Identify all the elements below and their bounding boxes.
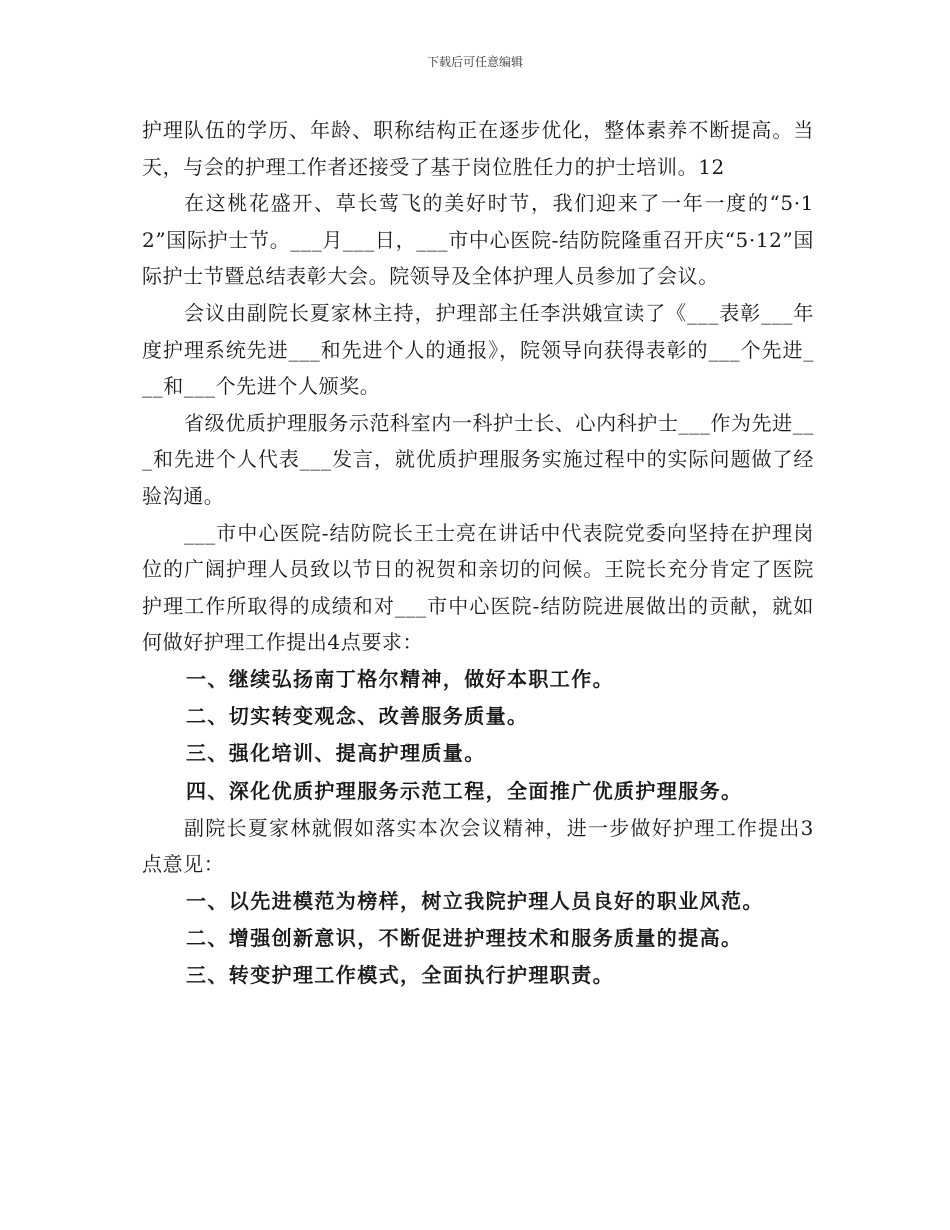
document-body <box>142 112 814 995</box>
paragraph-6: 副院长夏家林就假如落实本次会议精神，进一步做好护理工作提出3点意见： <box>142 815 814 877</box>
paragraph-3: 会议由副院长夏家林主持，护理部主任李洪娥宣读了《___表彰___年度护理系统先进___和先进个人的通报》，院领导向获得表彰的___个先进___和___个先进个人颁奖。 <box>142 300 814 399</box>
paragraph-5: ___市中心医院-结防院长王士亮在讲话中代表院党委向坚持在护理岗位的广阔护理人员致以节日的祝贺和亲切的问候。王院长充分肯定了医院护理工作所取得的成绩和对___市中心医院-结防院进展做出的贡献，就如何做好护理工作提出4点要求： <box>142 520 814 655</box>
paragraph-2: 在这桃花盛开、草长莺飞的美好时节，我们迎来了一年一度的“5·12”国际护士节。___月___日，___市中心医院-结防院隆重召开庆“5·12”国际护士节暨总结表彰大会。院领导及全体护理人员参加了会议。 <box>142 191 814 289</box>
opinion-1: 一、以先进模范为榜样，树立我院护理人员良好的职业风范。 <box>186 888 764 913</box>
opinion-3: 三、转变护理工作模式，全面执行护理职责。 <box>186 963 614 988</box>
page-header: 下载后可任意编辑 <box>426 55 523 69</box>
requirement-1: 一、继续弘扬南丁格尔精神，做好本职工作。 <box>186 666 614 691</box>
requirement-3: 三、强化培训、提高护理质量。 <box>186 741 486 766</box>
requirement-4: 四、深化优质护理服务示范工程，全面推广优质护理服务。 <box>186 778 743 803</box>
requirement-2: 二、切实转变观念、改善服务质量。 <box>186 704 529 729</box>
paragraph-1: 护理队伍的学历、年龄、职称结构正在逐步优化，整体素养不断提高。当天，与会的护理工作者还接受了基于岗位胜任力的护士培训。12 <box>142 118 814 179</box>
paragraph-4: 省级优质护理服务示范科室内一科护士长、心内科护士___作为先进___和先进个人代表___发言，就优质护理服务实施过程中的实际问题做了经验沟通。 <box>142 410 814 508</box>
opinion-2: 二、增强创新意识，不断促进护理技术和服务质量的提高。 <box>186 926 743 951</box>
